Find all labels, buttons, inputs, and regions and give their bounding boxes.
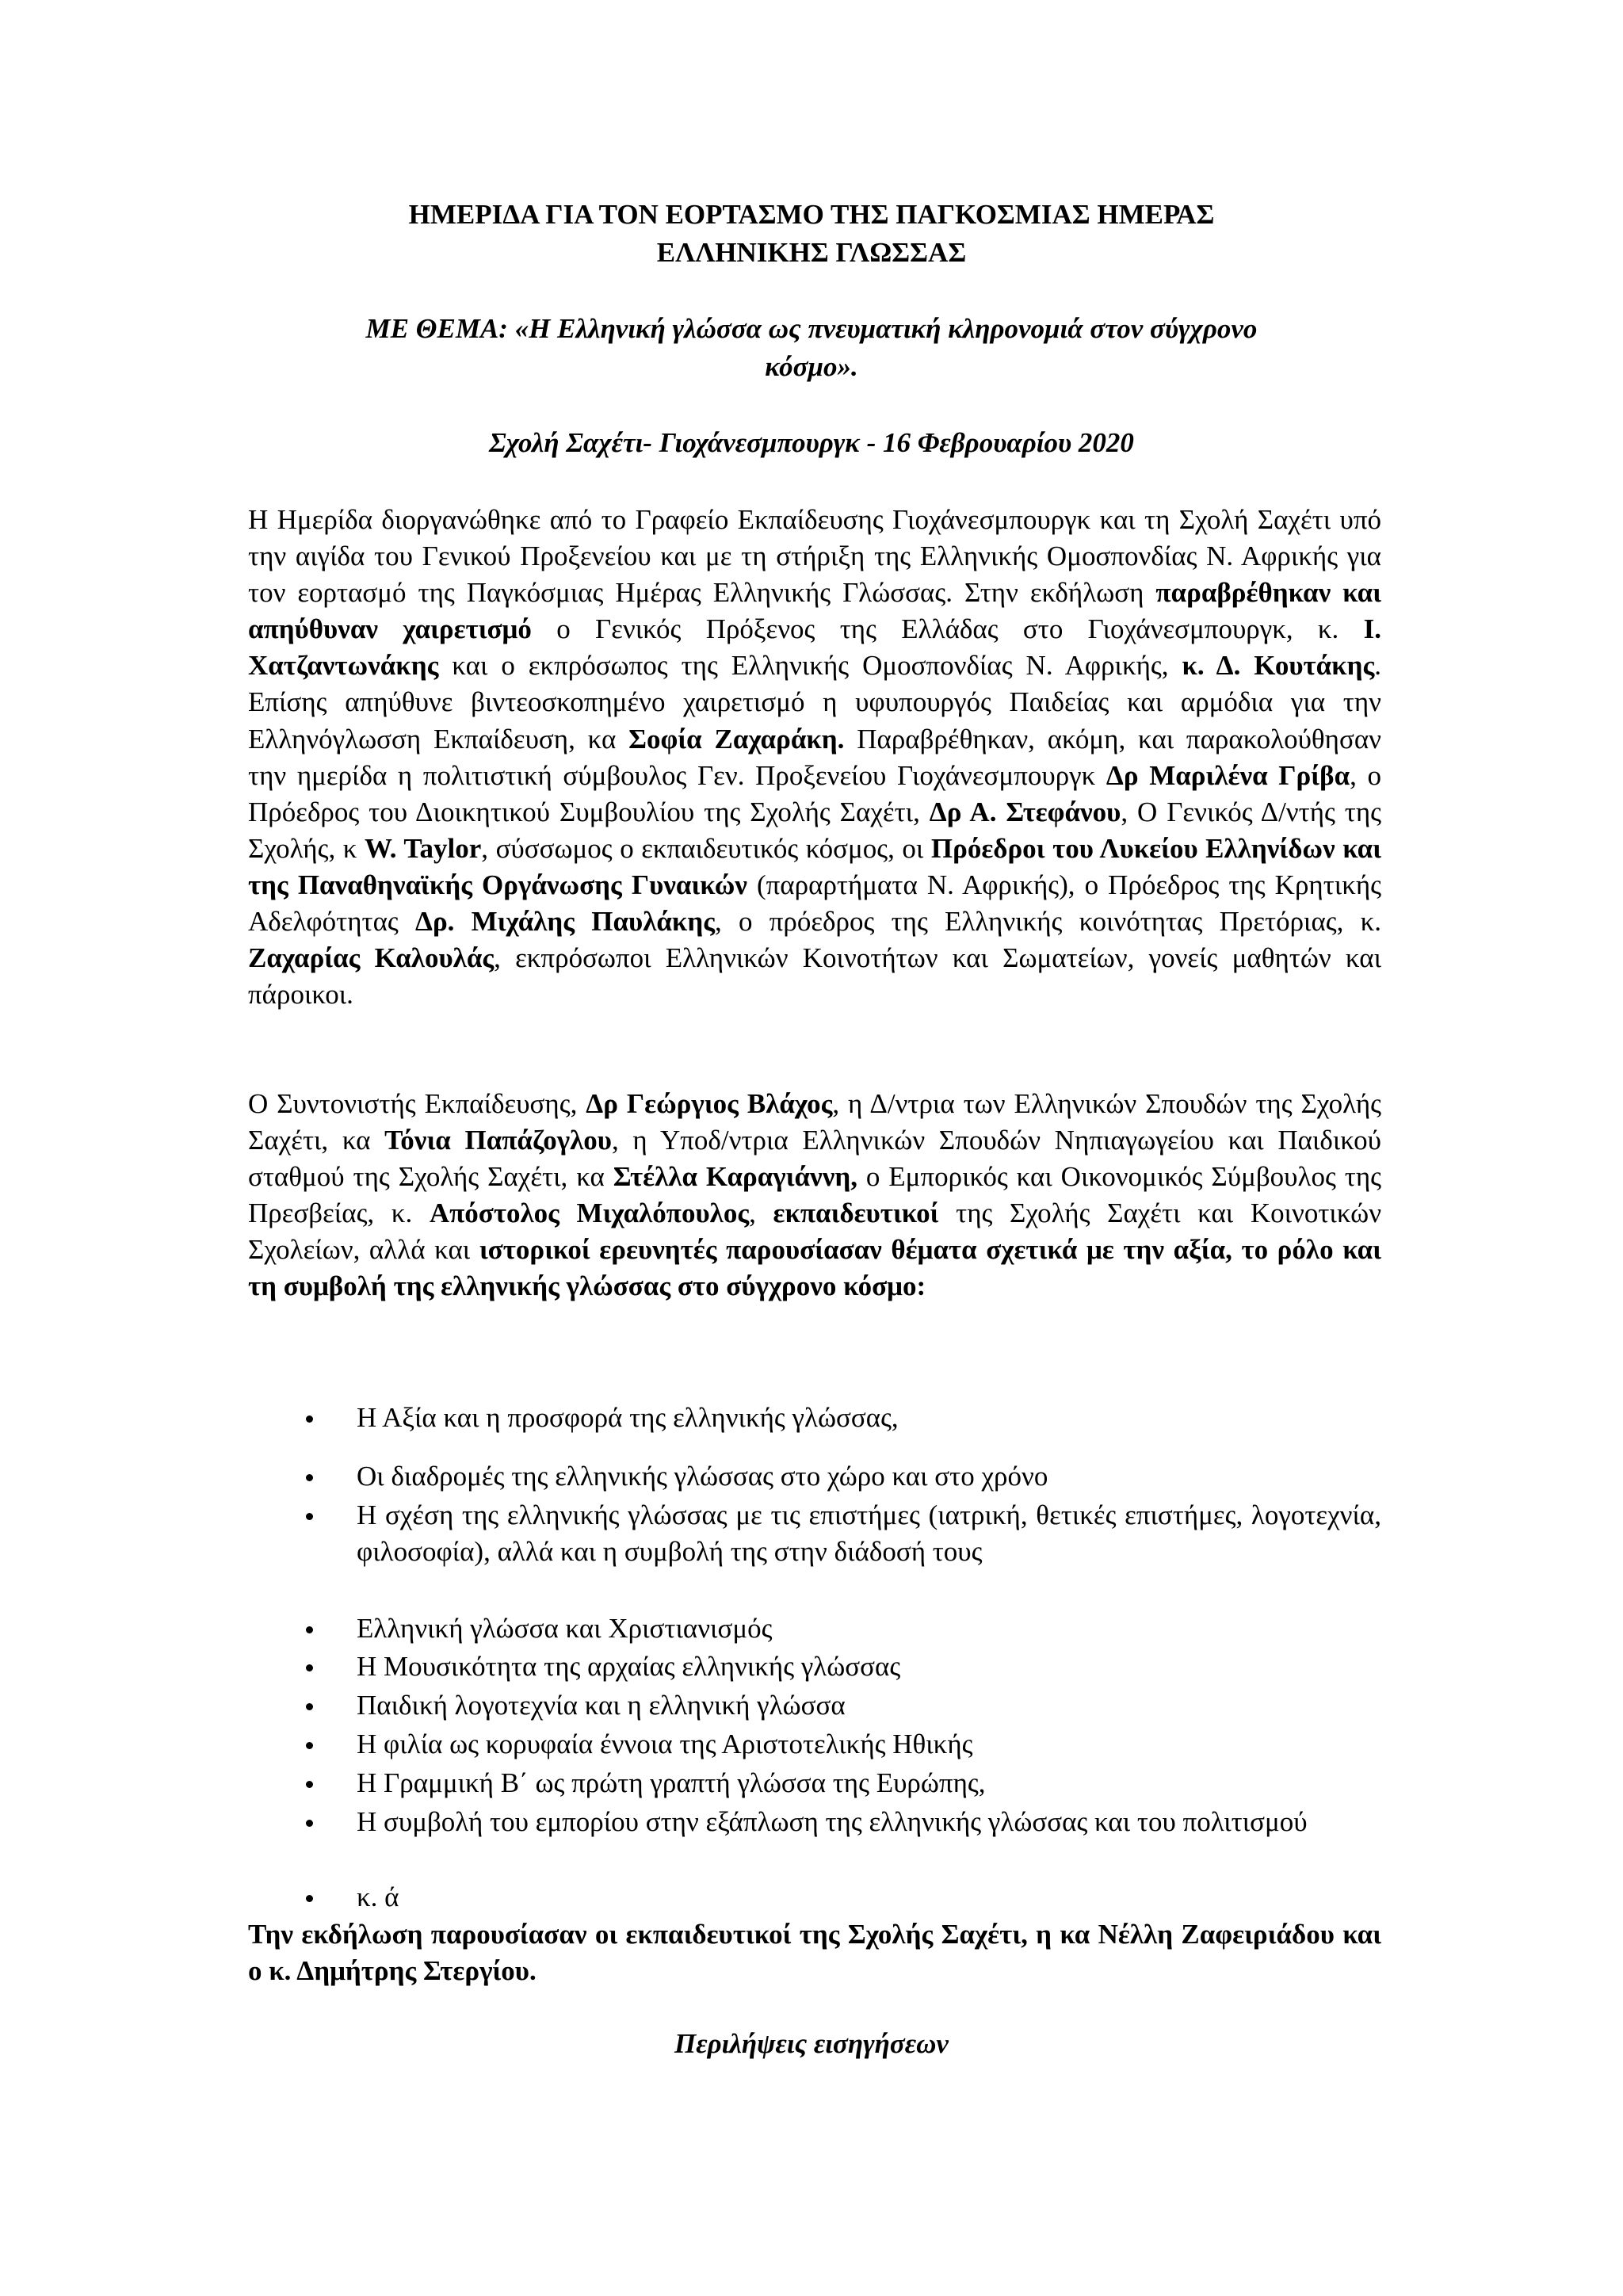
list-item-text: κ. ά [357, 1881, 399, 1912]
bullet-icon [306, 1820, 313, 1827]
intro-text: Παραβρέθηκαν, ακόμη, και παρακολούθησαν την ημερίδα η πολιτιστική σύμβουλος Γεν. Προξενείου Γιοχάνεσμπουργκ [248, 723, 1381, 791]
bullet-icon [306, 1415, 313, 1423]
bullet-icon [306, 1895, 313, 1902]
list-item [309, 1804, 1381, 1840]
list-item [309, 1648, 1381, 1685]
intro-text: Η Ημερίδα διοργανώθηκε από το Γραφείο Εκπαίδευσης Γιοχάνεσμπουργκ και τη Σχολή Σαχέτι υπό την αιγίδα του Γενικού Προξενείου και με τη στήριξη της Ελληνικής Ομοσπονδίας Ν. Αφρικής για τον εορτασμό της Παγκόσμιας Ημέρας Ελληνικής Γλώσσας. Στην εκδήλωση [248, 504, 1381, 609]
consul-general-name: Ι. Χατζαντωνάκης [248, 613, 1381, 682]
document-title-line-1: ΗΜΕΡΙΔΑ ΓΙΑ ΤΟΝ ΕΟΡΤΑΣΜΟ ΤΗΣ ΠΑΓΚΟΣΜΙΑΣ ΗΜΕΡΑΣ [408, 199, 1215, 230]
general-director-name: W. Taylor [364, 832, 482, 864]
list-item-text: Η Γραμμική Β΄ ως πρώτη γραπτή γλώσσα της Ευρώπης, [357, 1767, 986, 1798]
list-item-text: Παιδική λογοτεχνία και η ελληνική γλώσσα [357, 1690, 846, 1721]
intro-text: . Επίσης απηύθυνε βιντεοσκοπημένο χαιρετισμό η υφυπουργός Παιδείας και αρμόδια για την Ελληνόγλωσση Εκπαίδευση, κα [248, 650, 1382, 755]
list-item [309, 1765, 1381, 1801]
speakers-text: της Σχολής Σαχέτι και Κοινοτικών Σχολείων, αλλά και [248, 1198, 1382, 1266]
intro-text: , ο Πρόεδρος του Διοικητικού Συμβουλίου της Σχολής Σαχέτι, [248, 759, 1382, 827]
speakers-text: , [749, 1198, 773, 1229]
list-item [309, 1687, 1381, 1724]
coordinator-name: Δρ Γεώργιος Βλάχος [586, 1088, 833, 1119]
list-item-text: Η συμβολή του εμπορίου στην εξάπλωση της ελληνικής γλώσσας και του πολιτισμού [357, 1806, 1308, 1837]
document-title-line-2: ΕΛΛΗΝΙΚΗΣ ΓΛΩΣΣΑΣ [656, 237, 967, 268]
list-item-text: Η Αξία και η προσφορά της ελληνικής γλώσσας, [357, 1402, 899, 1433]
intro-emphasis: παραβρέθηκαν και απηύθυναν χαιρετισμό [248, 577, 1381, 645]
topics-intro-emphasis: ιστορικοί ερευνητές παρουσίασαν θέματα σχετικά με την αξία, το ρόλο και τη συμβολή της ελληνικής γλώσσας στο σύγχρονο κόσμο: [248, 1234, 1382, 1302]
intro-text: (παραρτήματα Ν. Αφρικής), ο Πρόεδρος της Κρητικής Αδελφότητας [248, 869, 1381, 938]
speakers-text: Ο Συντονιστής Εκπαίδευσης, [248, 1088, 586, 1119]
speakers-text: ο Εμπορικός και Οικονομικός Σύμβουλος της Πρεσβείας, κ. [248, 1161, 1381, 1229]
list-item [309, 1610, 1381, 1647]
bullet-icon [306, 1703, 313, 1710]
deputy-director-name: Στέλλα Καραγιάννη, [613, 1161, 857, 1193]
bullet-icon [306, 1626, 313, 1633]
intro-text: , εκπρόσωποι Ελληνικών Κοινοτήτων και Σωματείων, γονείς μαθητών και πάροικοι. [248, 942, 1381, 1010]
bullet-icon [306, 1664, 313, 1671]
federation-rep-name: κ. Δ. Κουτάκης [1182, 650, 1375, 682]
intro-text: και ο εκπρόσωπος της Ελληνικής Ομοσπονδίας Ν. Αφρικής, [438, 650, 1182, 682]
board-president-name: Δρ Α. Στεφάνου [929, 796, 1121, 827]
list-item-text: Η Μουσικότητα της αρχαίας ελληνικής γλώσσας [357, 1651, 901, 1682]
speakers-text: , η Υποδ/ντρια Ελληνικών Σπουδών Νηπιαγωγείου και Παιδικού σταθμού της Σχολής Σαχέτι, κα [248, 1125, 1381, 1193]
pretoria-community-president: Ζαχαρίας Καλουλάς [248, 942, 495, 974]
speakers-text: , η Δ/ντρια των Ελληνικών Σπουδών της Σχολής Σαχέτι, κα [248, 1088, 1381, 1156]
cretan-brotherhood-president: Δρ. Μιχάλης Παυλάκης [415, 906, 716, 938]
list-item-text: Η σχέση της ελληνικής γλώσσας με τις επιστήμες (ιατρική, θετικές επιστήμες, λογοτεχνία, φιλοσοφία), αλλά και η συμβολή της στην διάδοσή τους [357, 1499, 1381, 1568]
intro-text: , σύσσωμος ο εκπαιδευτικός κόσμος, οι [481, 832, 931, 864]
subject-line-1: ΜΕ ΘΕΜΑ: «Η Ελληνική γλώσσα ως πνευματική κληρονομιά στον σύγχρονο [365, 313, 1258, 344]
list-item [309, 1497, 1381, 1570]
summaries-heading: Περιλήψεις εισηγήσεων [674, 2028, 949, 2059]
intro-paragraph [248, 502, 1381, 1013]
intro-text: , ο πρόεδρος της Ελληνικής κοινότητας Πρετόριας, κ. [715, 906, 1382, 938]
venue-date: Σχολή Σαχέτι- Γιοχάνεσμπουργκ - 16 Φεβρουαρίου 2020 [489, 427, 1134, 458]
commercial-advisor-name: Απόστολος Μιχαλόπουλος [429, 1198, 750, 1229]
speakers-paragraph [248, 1086, 1381, 1305]
cultural-advisor-name: Δρ Μαριλένα Γρίβα [1106, 759, 1350, 791]
bullet-icon [306, 1513, 313, 1520]
subject-line-2: κόσμο». [765, 351, 858, 382]
list-item-text: Η φιλία ως κορυφαία έννοια της Αριστοτελικής Ηθικής [357, 1729, 973, 1759]
presenters-paragraph: Την εκδήλωση παρουσίασαν οι εκπαιδευτικοί της Σχολής Σαχέτι, η κα Νέλλη Ζαφειριάδου και ο κ. Δημήτρης Στεργίου. [248, 1919, 1381, 1987]
list-item [309, 1879, 1381, 1916]
list-item-text: Οι διαδρομές της ελληνικής γλώσσας στο χώρο και στο χρόνο [357, 1461, 1048, 1492]
womens-organizations: Πρόεδροι του Λυκείου Ελληνίδων και της Παναθηναϊκής Οργάνωσης Γυναικών [248, 832, 1382, 900]
bullet-icon [306, 1781, 313, 1788]
list-item-text: Ελληνική γλώσσα και Χριστιανισμός [357, 1613, 773, 1644]
deputy-minister-name: Σοφία Ζαχαράκη. [628, 723, 845, 755]
bullet-icon [306, 1742, 313, 1749]
greek-studies-director-name: Τόνια Παπάζογλου [384, 1125, 612, 1156]
list-item [309, 1458, 1381, 1495]
list-item [309, 1400, 1381, 1436]
intro-text: ο Γενικός Πρόξενος της Ελλάδας στο Γιοχάνεσμπουργκ, κ. [531, 613, 1364, 645]
teachers-emphasis: εκπαιδευτικοί [773, 1198, 939, 1229]
list-item [309, 1726, 1381, 1763]
intro-text: , Ο Γενικός Δ/ντής της Σχολής, κ [248, 796, 1382, 864]
bullet-icon [306, 1474, 313, 1481]
